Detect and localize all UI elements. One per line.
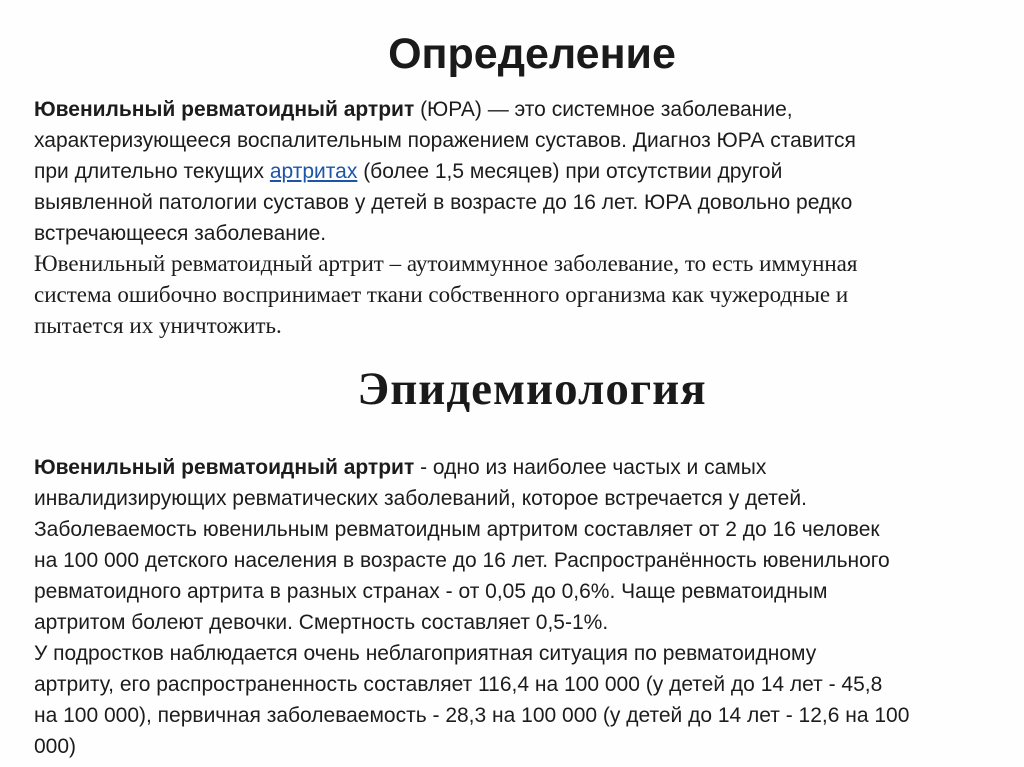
epidemiology-line-8: артриту, его распространенность составляет 116,4 на 100 000 (у детей до 14 лет - 45,8 xyxy=(34,673,883,696)
definition-line-4: выявленной патологии суставов у детей в возрасте до 16 лет. ЮРА довольно редко xyxy=(34,191,853,214)
epidemiology-line-9: на 100 000), первичная заболеваемость - 28,3 на 100 000 (у детей до 14 лет - 12,6 на 100 xyxy=(34,704,910,727)
epidemiology-term: Ювенильный ревматоидный артрит xyxy=(34,456,415,479)
epidemiology-line-6: артритом болеют девочки. Смертность составляет 0,5-1%. xyxy=(34,611,609,634)
autoimmune-line-3: пытается их уничтожить. xyxy=(34,313,282,338)
epidemiology-line-4: на 100 000 детского населения в возрасте до 16 лет. Распространённость ювенильного xyxy=(34,549,890,572)
definition-line-3: при длительно текущих артритах (более 1,5 месяцев) при отсутствии другой xyxy=(34,160,783,183)
definition-title: Определение xyxy=(388,30,676,78)
epidemiology-line-5: ревматоидного артрита в разных странах - от 0,05 до 0,6%. Чаще ревматоидным xyxy=(34,580,828,603)
autoimmune-paragraph xyxy=(34,248,857,341)
epidemiology-line-2: инвалидизирующих ревматических заболеваний, которое встречается у детей. xyxy=(34,487,807,510)
autoimmune-line-1: Ювенильный ревматоидный артрит – аутоиммунное заболевание, то есть иммунная xyxy=(34,251,858,276)
epidemiology-line-10: 000) xyxy=(34,735,77,758)
definition-line-5: встречающееся заболевание. xyxy=(34,222,327,245)
epidemiology-line-3: Заболеваемость ювенильным ревматоидным артритом составляет от 2 до 16 человек xyxy=(34,518,880,541)
arthritis-link[interactable]: артритах xyxy=(269,160,358,183)
epidemiology-line-1: Ювенильный ревматоидный артрит - одно из наиболее частых и самых xyxy=(34,456,767,479)
definition-line-1: Ювенильный ревматоидный артрит (ЮРА) — это системное заболевание, xyxy=(34,98,793,121)
definition-line-2: характеризующееся воспалительным поражением суставов. Диагноз ЮРА ставится xyxy=(34,129,856,152)
definition-term: Ювенильный ревматоидный артрит xyxy=(34,98,415,121)
epidemiology-title: Эпидемиология xyxy=(357,363,707,415)
definition-paragraph xyxy=(34,94,856,249)
epidemiology-paragraph xyxy=(34,452,909,762)
autoimmune-line-2: система ошибочно воспринимает ткани собственного организма как чужеродные и xyxy=(34,282,849,307)
epidemiology-line-7: У подростков наблюдается очень неблагоприятная ситуация по ревматоидному xyxy=(34,642,817,665)
